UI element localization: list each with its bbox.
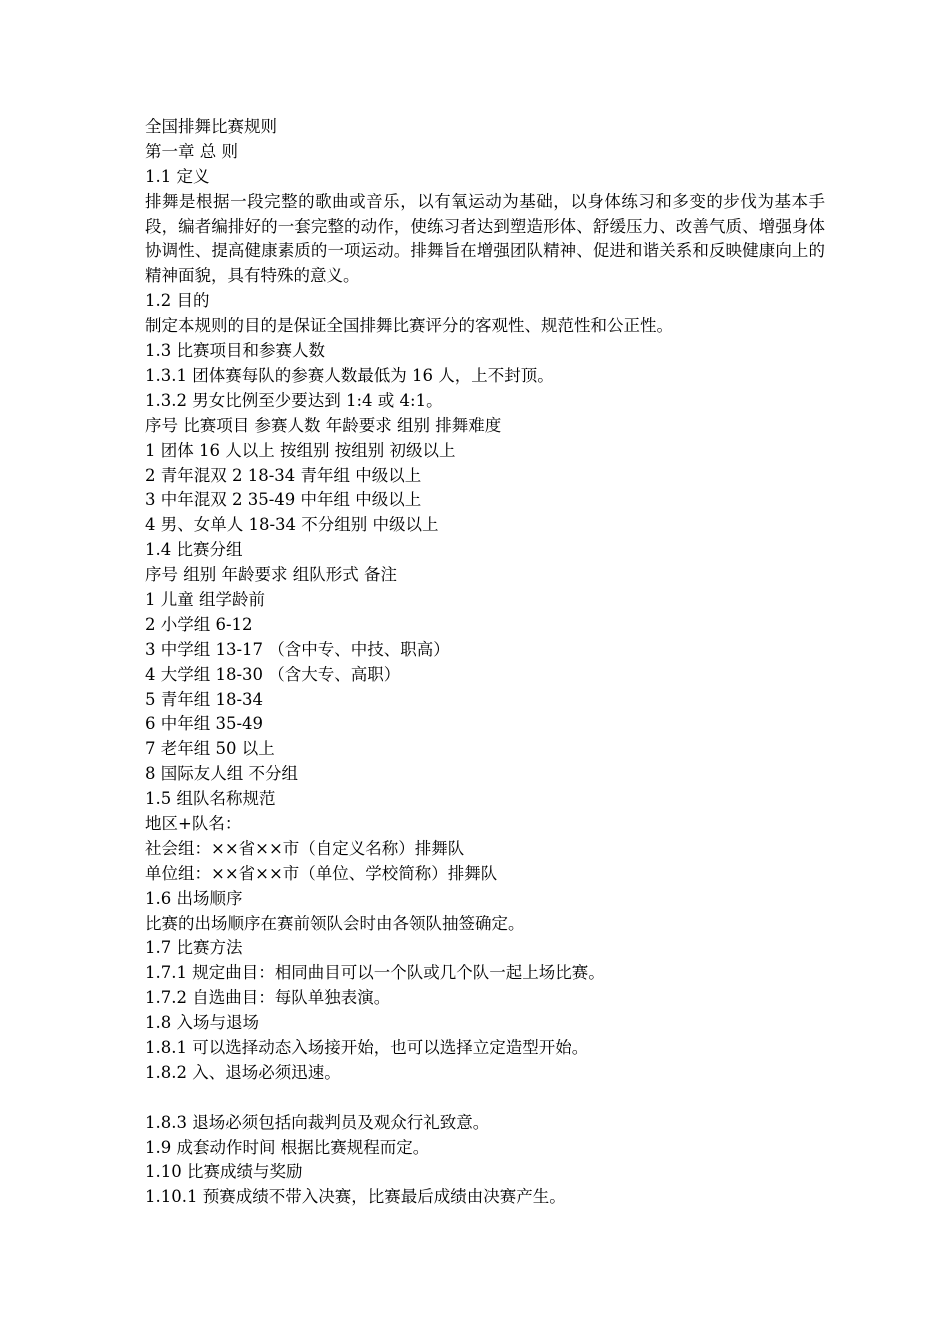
- groups-table-row: 3 中学组 13-17 （含中专、中技、职高）: [145, 639, 450, 659]
- section-heading-1-6: 1.6 出场顺序: [145, 888, 243, 908]
- section-item-1-3-1: 1.3.1 团体赛每队的参赛人数最低为 16 人，上不封顶。: [145, 365, 554, 385]
- section-heading-1-8: 1.8 入场与退场: [145, 1013, 259, 1033]
- team-name-rule: 单位组：××省××市（单位、学校简称）排舞队: [145, 863, 498, 883]
- groups-table-row: 5 青年组 18-34: [145, 689, 264, 709]
- groups-table-row: 8 国际友人组 不分组: [145, 764, 298, 784]
- section-heading-1-1: 1.1 定义: [145, 166, 210, 186]
- section-heading-1-10: 1.10 比赛成绩与奖励: [145, 1162, 303, 1182]
- section-heading-1-9: 1.9 成套动作时间 根据比赛规程而定。: [145, 1137, 430, 1157]
- section-heading-1-2: 1.2 目的: [145, 291, 210, 311]
- section-heading-1-7: 1.7 比赛方法: [145, 938, 243, 958]
- groups-table-header: 序号 组别 年龄要求 组队形式 备注: [145, 565, 397, 585]
- groups-table-row: 2 小学组 6-12: [145, 614, 253, 634]
- events-table-row: 4 男、女单人 18-34 不分组别 中级以上: [145, 515, 439, 535]
- document-title: 全国排舞比赛规则: [145, 117, 277, 136]
- events-table-header: 序号 比赛项目 参赛人数 年龄要求 组别 排舞难度: [145, 415, 502, 435]
- section-item-1-7-1: 1.7.1 规定曲目：相同曲目可以一个队或几个队一起上场比赛。: [145, 963, 605, 983]
- groups-table-row: 6 中年组 35-49: [145, 714, 264, 734]
- groups-table-row: 4 大学组 18-30 （含大专、高职）: [145, 664, 401, 684]
- section-heading-1-3: 1.3 比赛项目和参赛人数: [145, 341, 325, 361]
- section-body-1-1: 排舞是根据一段完整的歌曲或音乐，以有氧运动为基础，以身体练习和多变的步伐为基本手段，编者编排好的一套完整的动作，使练习者达到塑造形体、舒缓压力、改善气质、增强身体协调性、提高健康素质的一项运动。排舞旨在增强团队精神、促进和谐关系和反映健康向上的精神面貌，具有特殊的意义。: [145, 191, 825, 286]
- events-table-row: 1 团体 16 人以上 按组别 按组别 初级以上: [145, 440, 456, 460]
- groups-table-row: 7 老年组 50 以上: [145, 739, 275, 759]
- section-heading-1-4: 1.4 比赛分组: [145, 540, 243, 560]
- events-table-row: 2 青年混双 2 18-34 青年组 中级以上: [145, 465, 422, 485]
- section-item-1-3-2: 1.3.2 男女比例至少要达到 1:4 或 4:1。: [145, 390, 443, 410]
- team-name-rule: 社会组：××省××市（自定义名称）排舞队: [145, 838, 465, 858]
- chapter-heading: 第一章 总 则: [145, 141, 238, 161]
- blank-line: [145, 1086, 825, 1111]
- section-item-1-10-1: 1.10.1 预赛成绩不带入决赛，比赛最后成绩由决赛产生。: [145, 1187, 566, 1207]
- section-item-1-8-3: 1.8.3 退场必须包括向裁判员及观众行礼致意。: [145, 1112, 490, 1132]
- section-heading-1-5: 1.5 组队名称规范: [145, 789, 276, 809]
- team-name-rule: 地区+队名：: [145, 814, 242, 833]
- section-item-1-8-2: 1.8.2 入、退场必须迅速。: [145, 1062, 341, 1082]
- section-item-1-8-1: 1.8.1 可以选择动态入场接开始，也可以选择立定造型开始。: [145, 1038, 589, 1058]
- groups-table-row: 1 儿童 组学龄前: [145, 589, 265, 609]
- document-page: [145, 115, 825, 1210]
- section-item-1-7-2: 1.7.2 自选曲目：每队单独表演。: [145, 988, 391, 1008]
- events-table-row: 3 中年混双 2 35-49 中年组 中级以上: [145, 490, 422, 510]
- section-body-1-6: 比赛的出场顺序在赛前领队会时由各领队抽签确定。: [145, 913, 525, 933]
- section-body-1-2: 制定本规则的目的是保证全国排舞比赛评分的客观性、规范性和公正性。: [145, 316, 673, 336]
